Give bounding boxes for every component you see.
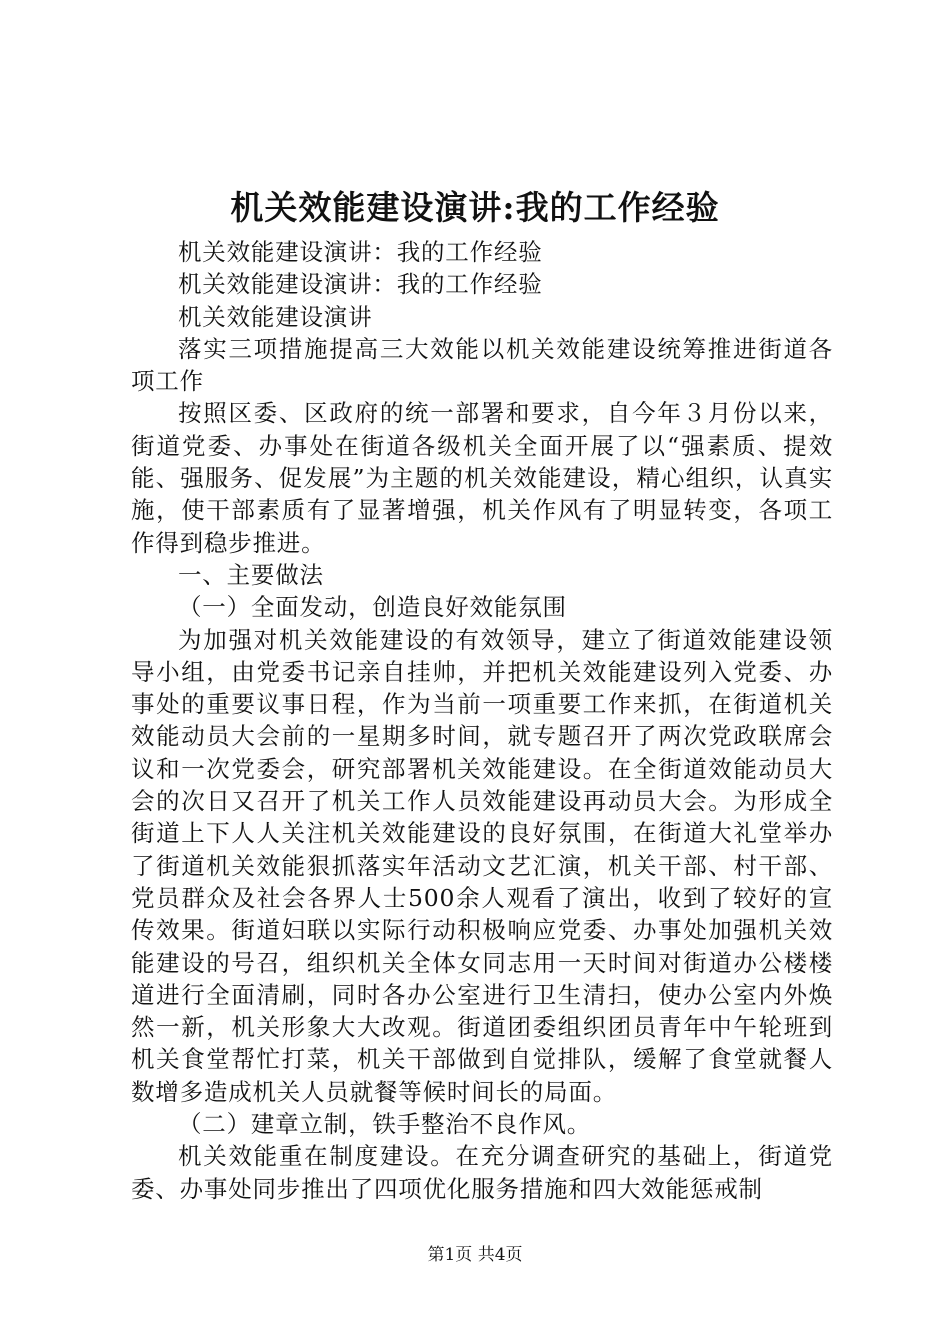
body-paragraph: 按照区委、区政府的统一部署和要求，自今年３月份以来，街道党委、办事处在街道各级机关全面开展了以“强素质、提效能、强服务、促发展”为主题的机关效能建设，精心组织，认真实施，使干部素质有了显著增强，机关作风有了明显转变，各项工作得到稳步推进。 (131, 399, 833, 557)
body-paragraph: 为加强对机关效能建设的有效领导，建立了街道效能建设领导小组，由党委书记亲自挂帅，并把机关效能建设列入党委、办事处的重要议事日程，作为当前一项重要工作来抓，在街道机关效能动员大会前的一星期多时间，就专题召开了两次党政联席会议和一次党委会，研究部署机关效能建设。在全街道效能动员大会的次日又召开了机关工作人员效能建设再动员大会。为形成全街道上下人人关注机关效能建设的良好氛围，在街道大礼堂举办了街道机关效能狠抓落实年活动文艺汇演，机关干部、村干部、党员群众及社会各界人士500余人观看了演出，收到了较好的宣传效果。街道妇联以实际行动积极响应党委、办事处加强机关效能建设的号召，组织机关全体女同志用一天时间对街道办公楼楼道进行全面清刷，同时各办公室进行卫生清扫，使办公室内外焕然一新，机关形象大大改观。街道团委组织团员青年中午轮班到机关食堂帮忙打菜，机关干部做到自觉排队，缓解了食堂就餐人数增多造成机关人员就餐等候时间长的局面。 (131, 625, 833, 1106)
document-title: 机关效能建设演讲:我的工作经验 (230, 188, 720, 227)
document-body (131, 236, 833, 1205)
subtitle-line: 机关效能建设演讲：我的工作经验 (178, 270, 543, 299)
subsection-heading: （一）全面发动，创造良好效能氛围 (178, 593, 567, 622)
subtitle-line: 机关效能建设演讲：我的工作经验 (178, 238, 543, 266)
page-footer: 第1页 共4页 (427, 1245, 523, 1265)
body-paragraph: 机关效能重在制度建设。在充分调查研究的基础上，街道党委、办事处同步推出了四项优化服务措施和四大效能惩戒制 (131, 1142, 833, 1203)
subtitle-line: 机关效能建设演讲 (178, 302, 373, 331)
section-heading: 落实三项措施提高三大效能以机关效能建设统筹推进街道各项工作 (131, 334, 833, 396)
section-heading: 一、主要做法 (178, 560, 324, 589)
subsection-heading: （二）建章立制，铁手整治不良作风。 (178, 1110, 592, 1139)
